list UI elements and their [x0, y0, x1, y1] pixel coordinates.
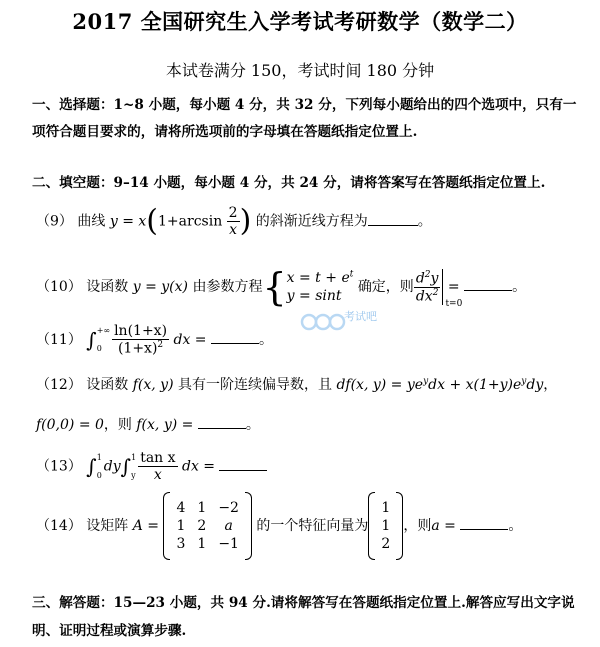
- q14-answer-blank[interactable]: [460, 517, 508, 530]
- q12-condition: f(0,0) = 0: [36, 417, 104, 433]
- q9-eq: =: [117, 213, 139, 230]
- watermark-text: 考试吧: [344, 310, 377, 323]
- q11-number: （11）: [36, 331, 82, 348]
- q13-int2-lower: y: [131, 470, 136, 480]
- vector-row: [375, 517, 396, 535]
- q11-integral-icon: ∫: [86, 327, 97, 352]
- question-14: [36, 492, 522, 560]
- matrix-row: [170, 499, 244, 517]
- q11-lower: 0: [96, 343, 102, 353]
- q13-integral2-icon: ∫: [120, 454, 132, 479]
- q10-text2: 由参数方程: [192, 279, 263, 295]
- section3-line1: 三、解答题：15—23 小题，共 94 分.请将解答写在答题纸指定位置上.解答应写出文字说: [32, 595, 575, 611]
- q10-number: （10）: [36, 279, 82, 295]
- q13-fraction: [138, 450, 177, 483]
- section1-line1: 一、选择题：1~8 小题，每小题 4 分，共 32 分，下列每小题给出的四个选项中，只有一: [32, 97, 577, 113]
- q9-right-paren: ): [239, 203, 252, 239]
- q12-then: ，则: [103, 417, 132, 433]
- q12-f-eq: f(x, y) =: [136, 417, 198, 433]
- q10-sys-sup: t: [349, 269, 354, 280]
- q11-limits: [97, 326, 110, 353]
- q9-expr-y: y: [109, 213, 118, 230]
- question-12-line2: [36, 414, 260, 434]
- q13-dy: dy: [103, 458, 121, 475]
- q10-eval-bar: [442, 269, 463, 309]
- q14-matrix-right-bracket: [245, 492, 252, 560]
- q9-number: （9）: [36, 213, 73, 230]
- q11-end: 。: [258, 331, 273, 348]
- q14-matrix-left-bracket: [163, 492, 170, 560]
- matrix-cell: −1: [218, 536, 239, 552]
- q12-expr2: dx + x(1+y)e: [428, 377, 522, 393]
- q12-f: f(x, y): [132, 377, 174, 393]
- q11-eq: =: [190, 331, 211, 348]
- q10-end: 。: [512, 279, 527, 295]
- q11-frac-num: ln(1+x): [114, 323, 168, 339]
- question-13: [36, 450, 267, 483]
- q13-int1-lower: 0: [96, 470, 102, 480]
- vector-cell: 1: [381, 518, 391, 534]
- q14-vector: [368, 492, 403, 560]
- q11-answer-blank[interactable]: [211, 331, 259, 344]
- q11-frac-den-sup: 2: [157, 340, 164, 351]
- q10-eq: =: [447, 279, 465, 295]
- matrix-cell: 3: [176, 536, 186, 552]
- q14-text3: ，则: [403, 518, 432, 534]
- exam-subtitle: 本试卷满分 150，考试时间 180 分钟: [165, 61, 435, 80]
- q10-text: 设函数: [86, 279, 129, 295]
- q12-text: 设函数: [86, 377, 129, 393]
- vector-row: [375, 535, 396, 553]
- q9-left-paren: (: [146, 203, 159, 239]
- q12-text2: 具有一阶连续偏导数，且: [178, 377, 332, 393]
- q10-d-sup: 2: [424, 269, 431, 280]
- section3-line2: 明、证明过程或演算步骤.: [32, 623, 187, 639]
- q12-end: 。: [245, 417, 260, 433]
- q14-end: 。: [508, 518, 523, 534]
- q9-text: 曲线: [77, 213, 106, 230]
- q9-arcsin: 1+arcsin: [158, 213, 223, 230]
- question-11: [36, 323, 273, 357]
- q13-limits1: [97, 453, 102, 480]
- q9-frac-den: x: [229, 222, 238, 239]
- section1-line2: 项符合题目要求的，请将所选项前的字母填在答题纸指定位置上.: [32, 124, 418, 140]
- q11-frac-den: (1+x): [117, 340, 158, 357]
- vector-row: [375, 499, 396, 517]
- q10-derivative: [414, 270, 441, 305]
- matrix-cell: a: [224, 518, 233, 534]
- q12-comma: ，: [543, 377, 558, 393]
- q11-fraction: [112, 323, 169, 357]
- q10-dx: dx: [415, 288, 433, 305]
- q14-vector-table: [375, 499, 396, 553]
- matrix-cell: 1: [197, 536, 207, 552]
- q13-limits2: [131, 453, 136, 480]
- q10-dx-sup: 2: [432, 287, 439, 298]
- q10-d: d: [415, 270, 425, 287]
- question-10: [36, 265, 527, 309]
- matrix-cell: 1: [197, 500, 207, 516]
- question-9: [36, 205, 432, 238]
- q12-expr-sup1: y: [423, 376, 429, 387]
- matrix-cell: 1: [176, 518, 186, 534]
- q9-fraction: [227, 205, 240, 238]
- q13-frac-den: x: [153, 467, 162, 484]
- q10-brace: {: [262, 265, 287, 309]
- matrix-cell: 4: [176, 500, 186, 516]
- matrix-row: [170, 517, 244, 535]
- q9-expr-x: x: [138, 213, 147, 230]
- q13-int1-upper: 1: [96, 453, 102, 462]
- q10-answer-blank[interactable]: [464, 278, 512, 291]
- q12-expr3: dy: [526, 377, 544, 393]
- q9-frac-num: 2: [228, 205, 238, 221]
- q13-eq: =: [198, 458, 220, 475]
- q14-number: （14）: [36, 518, 82, 534]
- q14-matrix: [163, 492, 251, 560]
- q14-matrix-table: [170, 499, 244, 553]
- vector-cell: 1: [381, 500, 391, 516]
- q9-answer-blank[interactable]: [368, 213, 418, 226]
- q14-a: a =: [431, 518, 461, 534]
- vector-cell: 2: [381, 536, 391, 552]
- q13-integral1-icon: ∫: [86, 454, 97, 479]
- q10-sys-line2: y = sint: [286, 288, 342, 304]
- q13-answer-blank[interactable]: [219, 458, 267, 471]
- q14-text2: 的一个特征向量为: [256, 518, 369, 534]
- exam-title: 2017 全国研究生入学考试考研数学（数学二）: [72, 9, 528, 34]
- q14-vector-left-bracket: [368, 492, 375, 560]
- q11-dx: dx: [173, 331, 191, 348]
- q10-sys-line1: x = t + e: [286, 269, 350, 286]
- q10-func: y = y(x): [132, 279, 189, 295]
- q9-text2: 的斜渐近线方程为: [255, 213, 368, 230]
- q13-dx: dx: [181, 458, 199, 475]
- q11-upper: +∞: [96, 326, 111, 336]
- matrix-cell: 2: [197, 518, 207, 534]
- watermark-logo: [300, 300, 380, 340]
- q10-text3: 确定，则: [357, 279, 414, 295]
- q10-d-var: y: [430, 270, 439, 287]
- q14-text: 设矩阵: [86, 518, 129, 534]
- q12-number: （12）: [36, 377, 82, 393]
- section2-line1: 二、填空题：9–14 小题，每小题 4 分，共 24 分，请将答案写在答题纸指定位置上.: [32, 175, 546, 191]
- question-12: [36, 374, 557, 394]
- q12-answer-blank[interactable]: [198, 416, 246, 429]
- q14-A: A =: [132, 518, 164, 534]
- q10-eval-sub: t=0: [445, 299, 463, 309]
- q12-expr-sup2: y: [521, 376, 527, 387]
- q13-int2-upper: 1: [131, 453, 137, 462]
- q12-expr1: df(x, y) = ye: [336, 377, 424, 393]
- q13-frac-num: tan x: [140, 450, 176, 466]
- q13-number: （13）: [36, 458, 82, 475]
- matrix-row: [170, 535, 244, 553]
- q9-end: 。: [417, 213, 432, 230]
- matrix-cell: −2: [218, 500, 239, 516]
